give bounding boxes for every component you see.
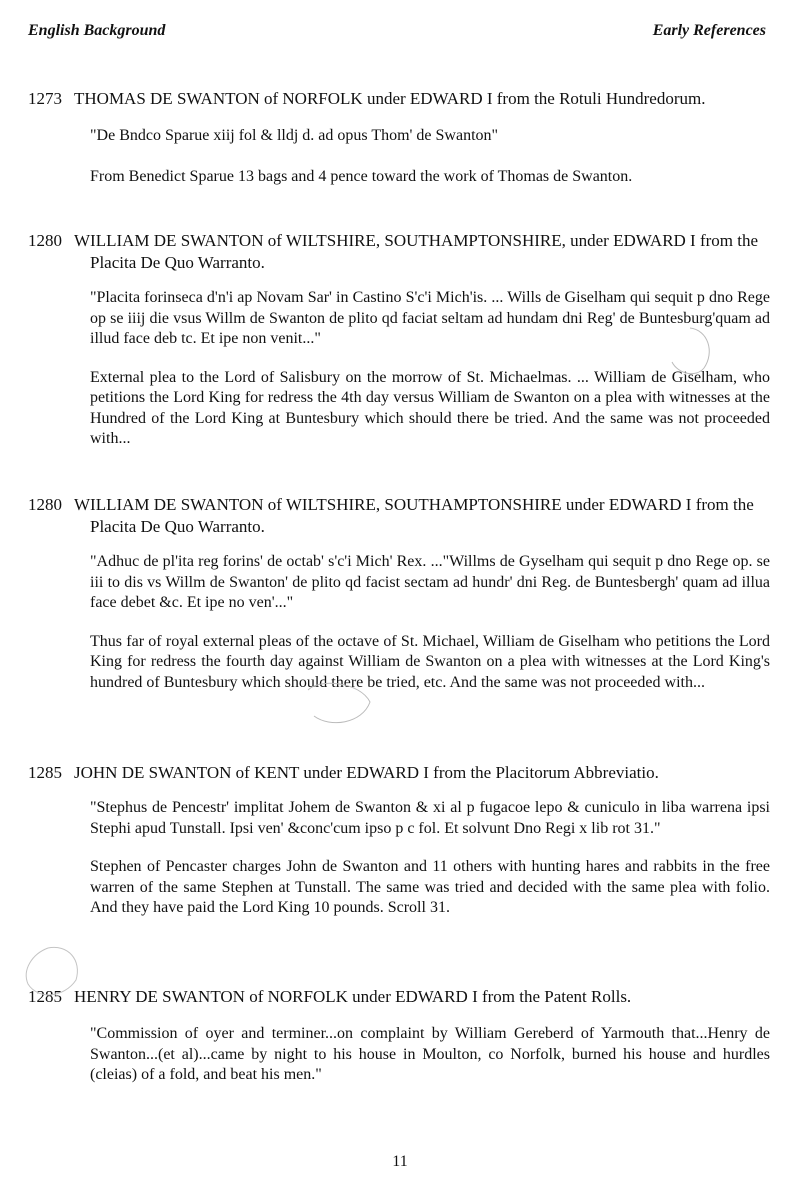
entry-title: WILLIAM DE SWANTON of WILTSHIRE, SOUTHAMPTONSHIRE, under EDWARD I from the Placita De Quo Warranto. bbox=[74, 231, 759, 272]
latin-quote: "Commission of oyer and terminer...on complaint by William Gereberd of Yarmouth that...Henry de Swanton...(et al)...came by night to his house in Moulton, co Norfolk, burned his house and hurdles (cleias) of a fold, and beat his men." bbox=[90, 1025, 770, 1083]
entry-heading bbox=[0, 986, 800, 1008]
english-translation: From Benedict Sparue 13 bags and 4 pence toward the work of Thomas de Swanton. bbox=[90, 167, 633, 185]
entry-year: 1280 bbox=[28, 231, 62, 250]
entry-heading bbox=[0, 494, 800, 538]
entry-year: 1273 bbox=[28, 89, 62, 108]
english-translation: External plea to the Lord of Salisbury on the morrow of St. Michaelmas. ... William de Giselham, who petitions the Lord King for redress the 4th day versus William de Swanton on a plea with witnesses at the Hundred of the Lord King at Buntesbury which should there be tried. And the same was not proceeded with... bbox=[90, 368, 770, 447]
scan-blot bbox=[300, 680, 380, 730]
entry-1280-william-2 bbox=[0, 494, 800, 693]
header-left: English Background bbox=[28, 22, 166, 39]
english-translation: Stephen of Pencaster charges John de Swanton and 11 others with hunting hares and rabbits in the free warren of the same Stephen at Tunstall. The same was tried and decided with the same plea with folio. And they have paid the Lord King 10 pounds. Scroll 31. bbox=[90, 858, 770, 916]
entry-title: WILLIAM DE SWANTON of WILTSHIRE, SOUTHAMPTONSHIRE under EDWARD I from the Placita De Quo Warranto. bbox=[74, 495, 754, 536]
entry-title: JOHN DE SWANTON of KENT under EDWARD I from the Placitorum Abbreviatio. bbox=[74, 763, 659, 782]
entry-heading bbox=[0, 230, 800, 274]
entry-year: 1280 bbox=[28, 495, 62, 514]
header-right: Early References bbox=[652, 22, 766, 39]
scan-blot bbox=[660, 322, 720, 382]
entry-year: 1285 bbox=[28, 763, 62, 782]
entry-1285-henry bbox=[0, 986, 800, 1086]
entry-1273-thomas bbox=[0, 88, 800, 187]
entry-heading bbox=[0, 88, 800, 110]
latin-quote: "Placita forinseca d'n'i ap Novam Sar' in Castino S'c'i Mich'is. ... Wills de Giselham qui sequit p dno Rege op se iiij die vsus Willm de Swanton de plito qd faciat seltam ad hundam dni Reg' de Buntesburg'quam ad illud face deb tc. Et ipe non venit..." bbox=[90, 289, 770, 347]
latin-quote: "Stephus de Pencestr' implitat Johem de Swanton & xi al p fugacoe lepo & cuniculo in liba warrena ipsi Stephi apud Tunstall. Ipsi ven' &conc'cum ipso p c fol. Et solvunt Dno Regi x lib rot 31." bbox=[90, 799, 770, 837]
entry-1285-john bbox=[0, 762, 800, 919]
running-header bbox=[28, 22, 766, 46]
entry-year: 1285 bbox=[28, 987, 62, 1006]
latin-quote: "De Bndco Sparue xiij fol & lldj d. ad opus Thom' de Swanton" bbox=[90, 127, 499, 144]
page-number: 11 bbox=[392, 1153, 408, 1170]
scan-blot bbox=[18, 940, 98, 1010]
entry-title: THOMAS DE SWANTON of NORFOLK under EDWARD I from the Rotuli Hundredorum. bbox=[74, 89, 706, 108]
entry-title: HENRY DE SWANTON of NORFOLK under EDWARD I from the Patent Rolls. bbox=[74, 987, 632, 1006]
latin-quote: "Adhuc de pl'ita reg forins' de octab' s'c'i Mich' Rex. ..."Willms de Gyselham qui sequit p dno Rege op. se iii to dis vs Willm de Swanton' de plito qd facist sectam ad hundr' dni Reg. de Buntesbergh' quam ad illua face debet &c. Et ipe no ven'..." bbox=[90, 553, 770, 611]
english-translation: Thus far of royal external pleas of the octave of St. Michael, William de Giselham who petitions the Lord King for redress the fourth day against William de Swanton on a plea with witnesses at the Lord King's hundred of Buntesbury which should there be tried, etc. And the same was not proceeded with... bbox=[90, 632, 770, 691]
entry-heading bbox=[0, 762, 800, 784]
